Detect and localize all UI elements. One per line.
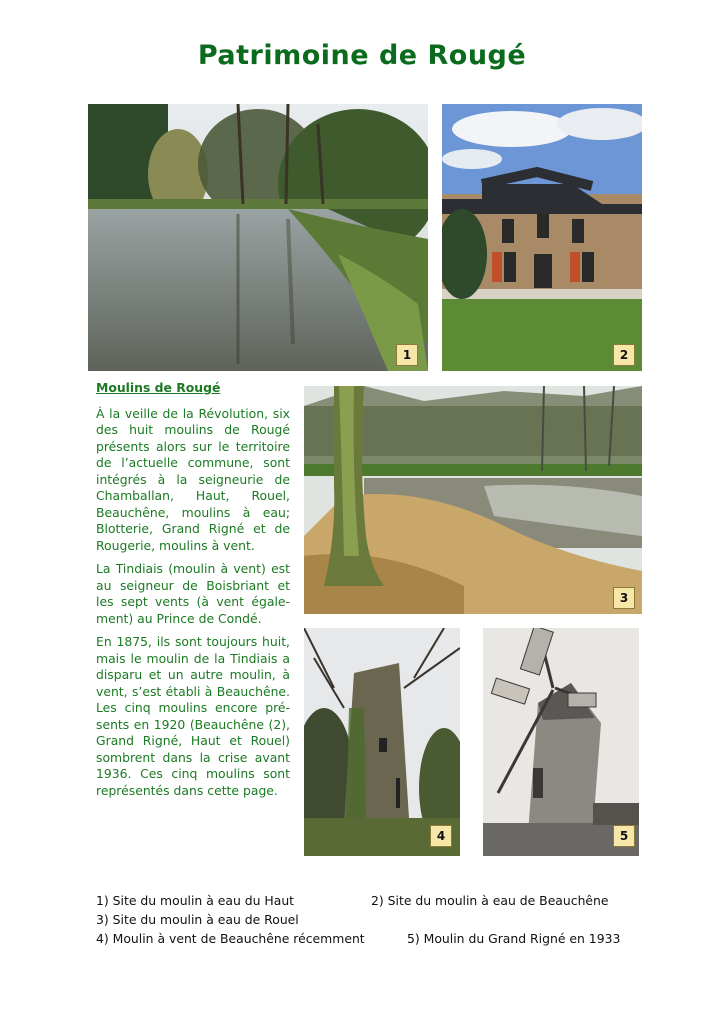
photo-tower [304,628,460,856]
article-heading: Moulins de Rougé [96,380,221,395]
photo-number-2: 2 [613,344,635,366]
photo-number-5: 5 [613,825,635,847]
article-paragraph: En 1875, ils sont toujours huit, mais le moulin de la Tindiais a disparu et un autre moulin, à vent, s’est établi à Beauchêne. Les cinq moulins encore pré-sents en 1920 (Beauchêne (2), Grand Rigné, Haut et Rouel) sombrent dans la crise avant 1936. Ces cinq moulins sont représentés dans cette page. [96,634,290,798]
article-text [96,380,290,806]
article-paragraph: La Tindiais (moulin à vent) est au seigneur de Boisbriant et les sept vents (à vent égale-ment) au Prince de Condé. [96,561,290,626]
photo-captions [96,891,656,948]
photo-number-1: 1 [396,344,418,366]
photo-number-3: 3 [613,587,635,609]
photo-manor [442,104,642,371]
photo-marsh [304,386,642,614]
caption-3: 3) Site du moulin à eau de Rouel [96,912,299,927]
caption-4: 4) Moulin à vent de Beauchêne récemment [96,931,365,946]
article-paragraph: À la veille de la Révolution, six des huit moulins de Rougé présents alors sur le territoire de l’actuelle commune, sont intégrés à la seigneurie de Chamballan, Haut, Rouel, Beauchêne, moulins à eau; Blotterie, Grand Rigné et de Rougerie, moulins à vent. [96,405,290,553]
photo-number-4: 4 [430,825,452,847]
photo-pond [88,104,428,371]
page-title: Patrimoine de Rougé [197,40,527,71]
caption-1: 1) Site du moulin à eau du Haut [96,893,295,908]
caption-2: 2) Site du moulin à eau de Beauchêne [371,893,609,908]
caption-5: 5) Moulin du Grand Rigné en 1933 [407,931,621,946]
photo-windmill [483,628,639,856]
